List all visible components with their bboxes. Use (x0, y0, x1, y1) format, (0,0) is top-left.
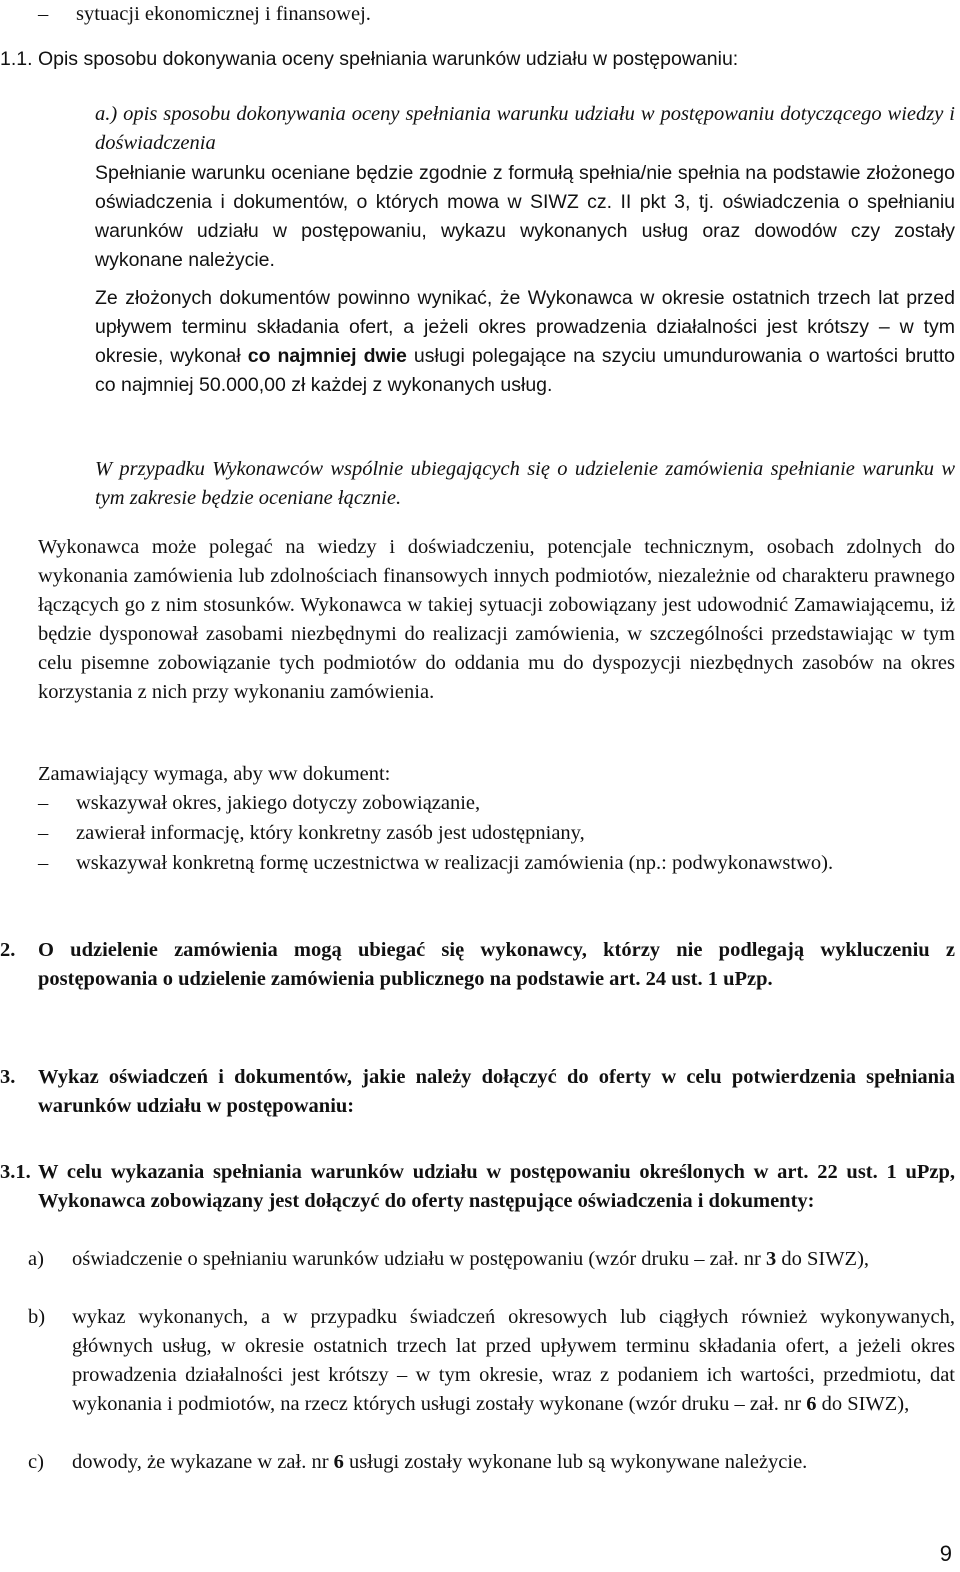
section-a-paragraph-2: Ze złożonych dokumentów powinno wynikać, że Wykonawca w okresie ostatnich trzech lat przed upływem terminu składania ofert, a jeżeli okres prowadzenia działalności jest krótszy – w tym okresie, wykonał co najmniej dwie usługi polegające na szyciu umundurowania o wartości brutto co najmniej 50.000,00 zł każdej z wykonanych usług. (95, 287, 955, 396)
dash-mark: – (38, 852, 49, 874)
wykonawca-paragraph: Wykonawca może polegać na wiedzy i doświadczeniu, potencjale technicznym, osobach zdolnych do wykonania zamówienia lub zdolnościach finansowych innych podmiotów, niezależnie od charakteru prawnego łączących go z nim stosunków. Wykonawca w takiej sytuacji zobowiązany jest udowodnić Zamawiającemu, iż będzie dysponował zasobami niezbędnymi do realizacji zamówienia, w szczególności przedstawiając w tym celu pisemne zobowiązanie tych podmiotów do oddania mu do dyspozycji niezbędnych zasobów na okres korzystania z nich przy wykonaniu zamówienia. (38, 536, 955, 703)
section-a-title: a.) opis sposobu dokonywania oceny spełniania warunku udziału w postępowaniu dotyczącego wiedzy i doświadczenia (95, 103, 955, 154)
dash-mark: – (38, 822, 49, 844)
section-a-paragraph-1: Spełnianie warunku oceniane będzie zgodnie z formułą spełnia/nie spełnia na podstawie złożonego oświadczenia i dokumentów, o których mowa w SIWZ cz. II pkt 3, tj. oświadczenia o spełnianiu warunków udziału w postępowaniu, wykazu wykonanych usług oraz dowodów czy zostały wykonane należycie. (95, 162, 955, 271)
dash-mark: – (38, 3, 49, 25)
dash-mark: – (38, 792, 49, 814)
zamawiajacy-intro: Zamawiający wymaga, aby ww dokument: (38, 763, 391, 785)
section-1-1-heading: 1.1. Opis sposobu dokonywania oceny spełniania warunków udziału w postępowaniu: (0, 48, 739, 70)
section-a-italic-note: W przypadku Wykonawców wspólnie ubiegających się o udzielenie zamówienia spełnianie warunku w tym zakresie będzie oceniane łącznie. (95, 458, 955, 509)
page-number: 9 (939, 1541, 952, 1566)
